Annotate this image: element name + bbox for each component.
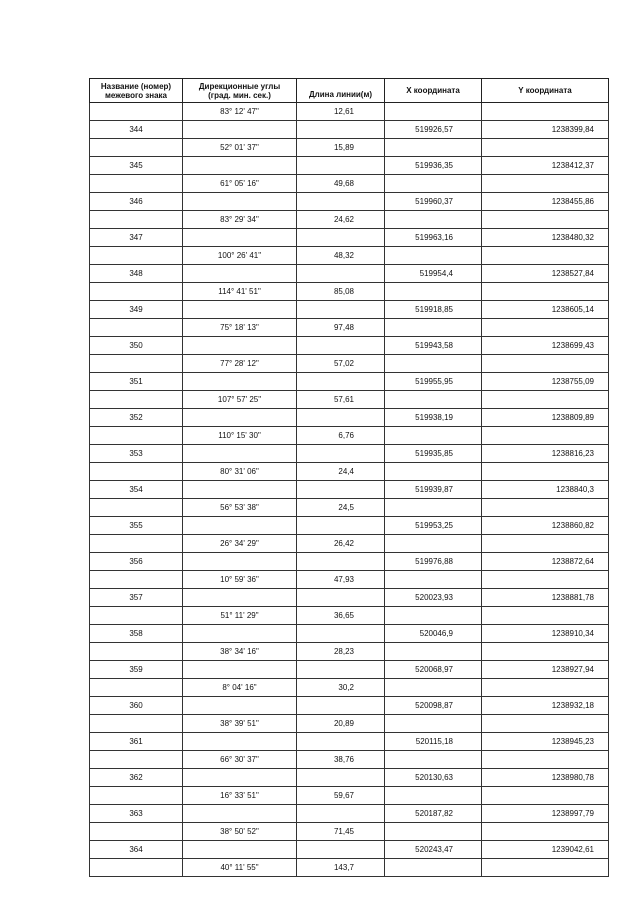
table-row [89,805,609,823]
cell-y-coordinate [481,139,609,156]
cell-y-coordinate: 1238945,23 [481,733,609,750]
cell-y-coordinate: 1238399,84 [481,121,609,138]
cell-marker-name [89,319,182,336]
cell-y-coordinate [481,535,609,552]
header-angles-line1: Дирекционные углы [198,81,281,91]
cell-y-coordinate: 1238527,84 [481,265,609,282]
header-line-length [296,79,384,102]
table-row [89,355,609,373]
cell-x-coordinate: 520187,82 [384,805,481,822]
table-body [89,103,609,877]
cell-y-coordinate: 1238997,79 [481,805,609,822]
cell-y-coordinate [481,679,609,696]
cell-x-coordinate [384,355,481,372]
cell-line-length: 30,2 [296,679,384,696]
cell-marker-name [89,535,182,552]
cell-line-length: 47,93 [296,571,384,588]
cell-x-coordinate [384,751,481,768]
table-row [89,157,609,175]
cell-y-coordinate: 1238755,09 [481,373,609,390]
cell-marker-name: 361 [89,733,182,750]
cell-line-length: 57,61 [296,391,384,408]
cell-line-length: 24,4 [296,463,384,480]
cell-marker-name: 344 [89,121,182,138]
cell-line-length: 85,08 [296,283,384,300]
cell-direction-angle: 66° 30' 37" [182,751,296,768]
cell-marker-name: 357 [89,589,182,606]
table-row [89,823,609,841]
cell-y-coordinate [481,427,609,444]
cell-y-coordinate [481,283,609,300]
cell-y-coordinate [481,355,609,372]
header-marker-name-line1: Название (номер) [100,81,172,91]
cell-line-length [296,265,384,282]
cell-direction-angle [182,229,296,246]
cell-direction-angle: 77° 28' 12" [182,355,296,372]
cell-direction-angle [182,517,296,534]
cell-x-coordinate [384,715,481,732]
cell-x-coordinate: 519953,25 [384,517,481,534]
cell-x-coordinate [384,283,481,300]
table-row [89,589,609,607]
cell-direction-angle: 61° 05' 16" [182,175,296,192]
cell-x-coordinate: 519954,4 [384,265,481,282]
cell-marker-name [89,751,182,768]
cell-x-coordinate: 519936,35 [384,157,481,174]
cell-line-length: 28,23 [296,643,384,660]
header-x-text: X координата [406,86,460,95]
cell-y-coordinate: 1239042,61 [481,841,609,858]
cell-marker-name: 347 [89,229,182,246]
cell-x-coordinate: 520068,97 [384,661,481,678]
cell-y-coordinate [481,715,609,732]
cell-x-coordinate: 519939,87 [384,481,481,498]
cell-marker-name [89,283,182,300]
cell-x-coordinate: 519938,19 [384,409,481,426]
cell-line-length [296,625,384,642]
cell-marker-name [89,391,182,408]
cell-marker-name: 348 [89,265,182,282]
cell-direction-angle [182,769,296,786]
cell-line-length: 15,89 [296,139,384,156]
cell-marker-name: 346 [89,193,182,210]
cell-x-coordinate [384,499,481,516]
cell-marker-name: 358 [89,625,182,642]
cell-y-coordinate: 1238860,82 [481,517,609,534]
cell-y-coordinate: 1238809,89 [481,409,609,426]
table-row [89,463,609,481]
cell-direction-angle [182,373,296,390]
cell-marker-name [89,247,182,264]
cell-y-coordinate [481,391,609,408]
cell-line-length [296,409,384,426]
table-row [89,175,609,193]
cell-marker-name: 350 [89,337,182,354]
table-row [89,679,609,697]
cell-marker-name: 345 [89,157,182,174]
cell-marker-name: 360 [89,697,182,714]
table-row [89,373,609,391]
cell-marker-name: 353 [89,445,182,462]
cell-direction-angle: 40° 11' 55" [182,859,296,876]
cell-line-length: 26,42 [296,535,384,552]
cell-x-coordinate: 519976,88 [384,553,481,570]
table-row [89,427,609,445]
cell-line-length [296,337,384,354]
cell-direction-angle: 52° 01' 37" [182,139,296,156]
table-row [89,715,609,733]
cell-line-length [296,193,384,210]
table-header [89,78,609,103]
cell-y-coordinate [481,859,609,876]
cell-x-coordinate [384,247,481,264]
cell-marker-name: 349 [89,301,182,318]
cell-direction-angle [182,121,296,138]
header-marker-name [89,79,182,102]
table-row [89,733,609,751]
cell-y-coordinate [481,211,609,228]
cell-y-coordinate: 1238480,32 [481,229,609,246]
cell-direction-angle: 100° 26' 41" [182,247,296,264]
cell-x-coordinate [384,787,481,804]
table-row [89,319,609,337]
cell-direction-angle: 8° 04' 16" [182,679,296,696]
cell-y-coordinate [481,607,609,624]
cell-y-coordinate [481,571,609,588]
table-row [89,211,609,229]
cell-y-coordinate: 1238605,14 [481,301,609,318]
cell-x-coordinate: 520243,47 [384,841,481,858]
cell-line-length [296,229,384,246]
cell-direction-angle: 56° 53' 38" [182,499,296,516]
cell-line-length: 143,7 [296,859,384,876]
table-row [89,103,609,121]
cell-marker-name [89,715,182,732]
cell-line-length: 24,62 [296,211,384,228]
cell-line-length: 57,02 [296,355,384,372]
cell-line-length [296,661,384,678]
table-row [89,139,609,157]
cell-marker-name: 359 [89,661,182,678]
table-row [89,841,609,859]
cell-line-length: 24,5 [296,499,384,516]
cell-direction-angle [182,733,296,750]
cell-y-coordinate [481,751,609,768]
cell-y-coordinate [481,247,609,264]
cell-direction-angle [182,157,296,174]
cell-y-coordinate: 1238412,37 [481,157,609,174]
table-row [89,391,609,409]
cell-marker-name: 362 [89,769,182,786]
cell-y-coordinate [481,103,609,120]
cell-x-coordinate: 520023,93 [384,589,481,606]
cell-direction-angle: 110° 15' 30" [182,427,296,444]
cell-x-coordinate [384,571,481,588]
cell-x-coordinate [384,139,481,156]
table-row [89,535,609,553]
cell-direction-angle: 83° 12' 47" [182,103,296,120]
cell-direction-angle [182,805,296,822]
table-row [89,751,609,769]
cell-x-coordinate [384,391,481,408]
table-row [89,283,609,301]
cell-x-coordinate: 520098,87 [384,697,481,714]
cell-y-coordinate: 1238699,43 [481,337,609,354]
cell-direction-angle: 26° 34' 29" [182,535,296,552]
table-row [89,607,609,625]
boundary-coordinates-table [89,78,609,877]
cell-direction-angle: 38° 34' 16" [182,643,296,660]
cell-marker-name [89,859,182,876]
cell-direction-angle [182,337,296,354]
cell-x-coordinate [384,211,481,228]
cell-direction-angle [182,481,296,498]
cell-y-coordinate [481,787,609,804]
table-row [89,697,609,715]
cell-y-coordinate [481,643,609,660]
cell-line-length: 6,76 [296,427,384,444]
cell-x-coordinate: 519960,37 [384,193,481,210]
table-row [89,571,609,589]
cell-x-coordinate: 519935,85 [384,445,481,462]
cell-line-length [296,373,384,390]
cell-marker-name: 355 [89,517,182,534]
cell-direction-angle [182,661,296,678]
table-row [89,481,609,499]
table-row [89,787,609,805]
cell-line-length [296,301,384,318]
cell-y-coordinate: 1238910,34 [481,625,609,642]
cell-y-coordinate [481,499,609,516]
cell-y-coordinate: 1238816,23 [481,445,609,462]
cell-direction-angle: 10° 59' 36" [182,571,296,588]
cell-direction-angle [182,445,296,462]
cell-y-coordinate: 1238980,78 [481,769,609,786]
cell-marker-name [89,463,182,480]
cell-direction-angle [182,553,296,570]
cell-direction-angle: 51° 11' 29" [182,607,296,624]
cell-direction-angle [182,625,296,642]
cell-marker-name: 354 [89,481,182,498]
cell-x-coordinate: 520046,9 [384,625,481,642]
cell-x-coordinate [384,823,481,840]
cell-x-coordinate [384,175,481,192]
cell-direction-angle [182,697,296,714]
cell-direction-angle [182,301,296,318]
cell-x-coordinate: 520130,63 [384,769,481,786]
cell-direction-angle: 16° 33' 51" [182,787,296,804]
cell-marker-name: 352 [89,409,182,426]
cell-y-coordinate [481,175,609,192]
cell-y-coordinate [481,463,609,480]
header-marker-name-line2: межевого знака [104,90,168,100]
cell-y-coordinate [481,319,609,336]
cell-line-length [296,841,384,858]
table-row [89,337,609,355]
cell-x-coordinate [384,679,481,696]
cell-marker-name [89,823,182,840]
cell-line-length: 71,45 [296,823,384,840]
cell-line-length: 12,61 [296,103,384,120]
cell-line-length [296,733,384,750]
cell-line-length [296,805,384,822]
cell-line-length: 38,76 [296,751,384,768]
cell-x-coordinate: 519955,95 [384,373,481,390]
table-row [89,553,609,571]
cell-marker-name [89,571,182,588]
cell-direction-angle [182,841,296,858]
cell-x-coordinate [384,103,481,120]
cell-line-length: 48,32 [296,247,384,264]
cell-line-length: 59,67 [296,787,384,804]
cell-line-length: 97,48 [296,319,384,336]
cell-marker-name [89,679,182,696]
cell-line-length [296,769,384,786]
cell-direction-angle [182,265,296,282]
cell-marker-name [89,175,182,192]
cell-line-length: 36,65 [296,607,384,624]
cell-marker-name: 351 [89,373,182,390]
cell-marker-name: 364 [89,841,182,858]
table-row [89,193,609,211]
cell-x-coordinate [384,319,481,336]
cell-marker-name [89,103,182,120]
cell-y-coordinate: 1238927,94 [481,661,609,678]
header-angles-line2: (град. мин. сек.) [208,90,271,100]
cell-direction-angle: 38° 50' 52" [182,823,296,840]
cell-y-coordinate: 1238881,78 [481,589,609,606]
cell-x-coordinate [384,463,481,480]
cell-direction-angle [182,193,296,210]
cell-x-coordinate: 519926,57 [384,121,481,138]
cell-line-length [296,157,384,174]
cell-x-coordinate [384,607,481,624]
cell-line-length: 20,89 [296,715,384,732]
cell-marker-name [89,355,182,372]
cell-marker-name [89,211,182,228]
cell-line-length [296,697,384,714]
cell-marker-name: 356 [89,553,182,570]
cell-direction-angle [182,589,296,606]
header-x-coordinate [384,79,481,102]
table-row [89,517,609,535]
cell-x-coordinate: 519943,58 [384,337,481,354]
cell-y-coordinate: 1238455,86 [481,193,609,210]
table-row [89,121,609,139]
cell-direction-angle [182,409,296,426]
cell-marker-name [89,499,182,516]
cell-line-length [296,445,384,462]
cell-line-length [296,517,384,534]
cell-y-coordinate: 1238840,3 [481,481,609,498]
cell-x-coordinate [384,643,481,660]
header-line-length-text: Длина линии(м) [308,90,373,99]
cell-direction-angle: 114° 41' 51" [182,283,296,300]
cell-marker-name: 363 [89,805,182,822]
cell-direction-angle: 107° 57' 25" [182,391,296,408]
cell-line-length [296,553,384,570]
table-row [89,643,609,661]
cell-x-coordinate: 519963,16 [384,229,481,246]
table-row [89,247,609,265]
table-row [89,445,609,463]
cell-line-length [296,121,384,138]
cell-x-coordinate [384,535,481,552]
cell-x-coordinate: 519918,85 [384,301,481,318]
table-row [89,625,609,643]
cell-direction-angle: 38° 39' 51" [182,715,296,732]
table-row [89,499,609,517]
cell-line-length [296,589,384,606]
table-row [89,265,609,283]
cell-marker-name [89,427,182,444]
cell-x-coordinate [384,427,481,444]
table-row [89,229,609,247]
header-direction-angles [182,79,296,102]
cell-marker-name [89,607,182,624]
cell-direction-angle: 75° 18' 13" [182,319,296,336]
table-row [89,769,609,787]
cell-marker-name [89,787,182,804]
cell-y-coordinate: 1238932,18 [481,697,609,714]
cell-direction-angle: 83° 29' 34" [182,211,296,228]
table-row [89,301,609,319]
cell-marker-name [89,139,182,156]
cell-x-coordinate [384,859,481,876]
cell-marker-name [89,643,182,660]
cell-x-coordinate: 520115,18 [384,733,481,750]
table-row [89,859,609,877]
cell-line-length: 49,68 [296,175,384,192]
header-y-coordinate [481,79,609,102]
table-row [89,661,609,679]
header-y-text: Y координата [518,86,572,95]
cell-direction-angle: 80° 31' 06" [182,463,296,480]
cell-y-coordinate: 1238872,64 [481,553,609,570]
table-row [89,409,609,427]
cell-y-coordinate [481,823,609,840]
cell-line-length [296,481,384,498]
